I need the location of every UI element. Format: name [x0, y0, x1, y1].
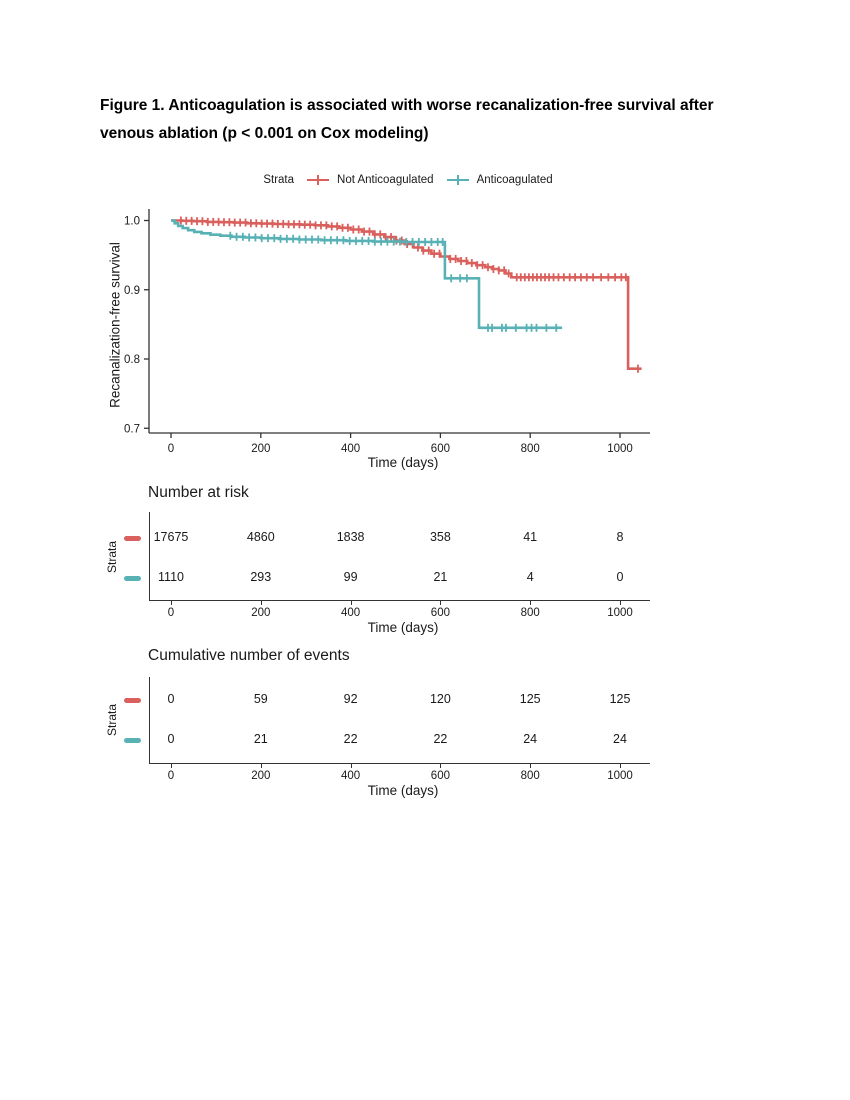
events-table-strata-label: Strata: [105, 703, 119, 737]
table-x-tick-mark: [620, 764, 621, 768]
table-value: 17675: [153, 530, 189, 544]
table-y-axis-line: [149, 512, 150, 600]
table-value: 1110: [158, 570, 184, 584]
table-x-tick-mark: [530, 764, 531, 768]
figure-title-line1: Figure 1. Anticoagulation is associated with worse recanalization-free survival after: [100, 97, 714, 114]
table-value: 1838: [336, 530, 365, 544]
x-tick-label: 400: [341, 443, 361, 455]
table-x-tick-mark: [261, 601, 262, 605]
table-value: 4860: [246, 530, 275, 544]
table-value: 22: [343, 732, 358, 746]
legend-item-label: Not Anticoagulated: [337, 174, 434, 186]
table-value: 4: [526, 570, 534, 584]
x-axis-title-main: Time (days): [367, 455, 439, 470]
table-x-tick-mark: [351, 764, 352, 768]
table-value: 120: [429, 692, 451, 706]
table-x-axis-line: [149, 600, 650, 601]
table-value: 0: [167, 692, 175, 706]
table-value: 22: [433, 732, 448, 746]
x-tick-label: 200: [251, 443, 271, 455]
table-y-axis-line: [149, 677, 150, 763]
legend-title: Strata: [263, 174, 295, 186]
y-tick-label: 1.0: [124, 215, 140, 228]
table-value: 0: [616, 570, 624, 584]
legend-item-anticoagulated: [444, 173, 553, 187]
table-value: 293: [250, 570, 272, 584]
table-x-tick-label: 1000: [607, 607, 633, 619]
table-x-tick-mark: [171, 764, 172, 768]
figure-title-line2: venous ablation (p < 0.001 on Cox modeling): [100, 125, 429, 142]
table-x-tick-mark: [620, 601, 621, 605]
km-survival-plot: [95, 195, 665, 485]
x-axis-title-risk: Time (days): [367, 620, 439, 635]
risk-table-title: Number at risk: [148, 484, 249, 501]
table-value: 125: [519, 692, 541, 706]
table-x-tick-mark: [261, 764, 262, 768]
table-x-tick-label: 1000: [607, 770, 633, 782]
table-x-tick-label: 0: [167, 770, 175, 782]
table-x-tick-label: 600: [430, 607, 450, 619]
risk-table-strata-label: Strata: [105, 540, 119, 574]
table-x-tick-mark: [351, 601, 352, 605]
table-value: 125: [609, 692, 631, 706]
x-tick-label: 800: [520, 443, 540, 455]
table-value: 92: [343, 692, 358, 706]
legend-key-teal-icon: [444, 173, 472, 187]
table-x-tick-label: 600: [430, 770, 450, 782]
table-x-tick-mark: [530, 601, 531, 605]
table-value: 59: [253, 692, 268, 706]
legend-item-not-anticoagulated: [304, 173, 434, 187]
x-axis-title-events: Time (days): [367, 783, 439, 798]
x-tick-label: 600: [430, 443, 450, 455]
table-value: 8: [616, 530, 624, 544]
x-tick-label: 1000: [607, 443, 633, 455]
x-tick-label: 0: [167, 443, 175, 455]
y-tick-label: 0.7: [124, 423, 140, 436]
table-value: 21: [433, 570, 448, 584]
legend-item-label: Anticoagulated: [476, 174, 553, 186]
table-value: 24: [523, 732, 538, 746]
y-tick-label: 0.9: [124, 284, 140, 297]
events-table-title: Cumulative number of events: [148, 647, 350, 664]
y-axis-title: Recanalization-free survival: [107, 242, 123, 408]
table-x-tick-mark: [440, 601, 441, 605]
table-x-tick-label: 200: [251, 770, 271, 782]
strata-legend: [100, 173, 716, 187]
table-value: 21: [253, 732, 268, 746]
y-tick-label: 0.8: [124, 354, 140, 366]
table-value: 41: [523, 530, 538, 544]
figure-title: [100, 92, 790, 148]
table-value: 358: [429, 530, 451, 544]
table-x-tick-label: 400: [341, 607, 361, 619]
table-x-axis-line: [149, 763, 650, 764]
table-x-tick-label: 0: [167, 607, 175, 619]
table-x-tick-label: 800: [520, 607, 540, 619]
legend-key-red-icon: [304, 173, 332, 187]
table-x-tick-label: 400: [341, 770, 361, 782]
table-x-tick-mark: [440, 764, 441, 768]
table-value: 24: [613, 732, 627, 746]
table-x-tick-label: 800: [520, 770, 540, 782]
table-x-tick-mark: [171, 601, 172, 605]
table-value: 0: [167, 732, 175, 746]
table-value: 99: [343, 570, 358, 584]
table-x-tick-label: 200: [251, 607, 271, 619]
